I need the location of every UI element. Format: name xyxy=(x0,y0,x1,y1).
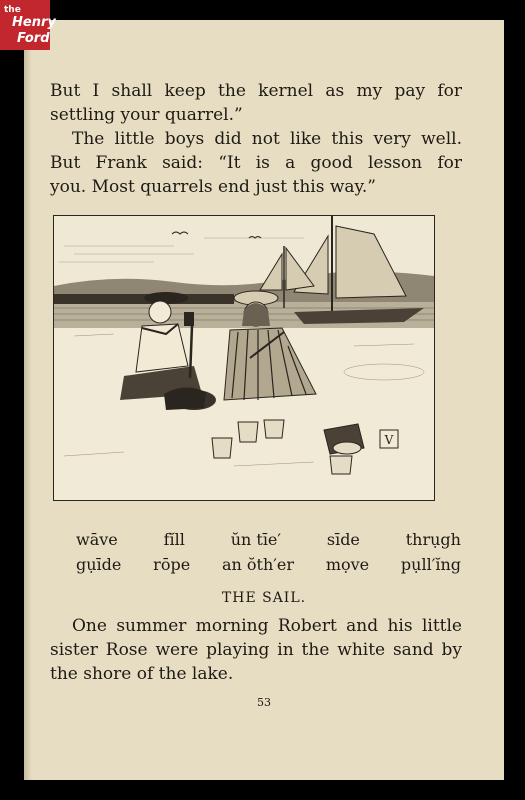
vocab-word: pụll′ĭng xyxy=(400,555,461,574)
vocab-word: mọve xyxy=(325,555,370,574)
vocab-word: fĭll xyxy=(163,530,185,549)
illustration-drawing xyxy=(54,216,434,500)
text-line: you. Most quarrels end just this way.” xyxy=(50,177,376,197)
text-line: the shore of the lake. xyxy=(50,664,234,684)
henry-ford-logo: the Henry Ford xyxy=(0,0,50,50)
bucket xyxy=(324,424,364,454)
vocab-word: sīde xyxy=(326,530,360,549)
text-line: But I shall keep the kernel as my pay for xyxy=(50,81,462,101)
monogram: V xyxy=(384,433,394,447)
paragraph-3 xyxy=(50,614,462,686)
vocab-word: ŭn tīe′ xyxy=(230,530,282,549)
beach-illustration xyxy=(53,215,435,501)
text-line: settling your quarrel.” xyxy=(50,105,243,125)
text-line: One summer morning Robert and his little xyxy=(72,616,462,636)
sky-hatching xyxy=(59,238,304,262)
section-title: THE SAIL. xyxy=(221,590,307,606)
vocab-word: an ŏth′er xyxy=(221,555,295,574)
pier xyxy=(54,294,234,304)
vocabulary-row-2 xyxy=(76,555,461,574)
text-line: sister Rose were playing in the white sand by xyxy=(50,640,462,660)
paragraph-2 xyxy=(50,127,462,199)
vocab-word: wāve xyxy=(76,530,118,549)
vocab-word: rōpe xyxy=(153,555,191,574)
dog xyxy=(164,387,206,410)
page-number: 53 xyxy=(257,696,271,709)
text-line: The little boys did not like this very well. xyxy=(72,129,462,149)
vocab-word: thrụgh xyxy=(405,530,461,549)
birds xyxy=(172,232,261,238)
vocabulary-row-1 xyxy=(76,530,461,549)
vocab-word: gụīde xyxy=(76,555,122,574)
page-gutter xyxy=(24,20,32,780)
paragraph-1 xyxy=(50,79,462,127)
text-line: But Frank said: “It is a good lesson for xyxy=(50,153,462,173)
